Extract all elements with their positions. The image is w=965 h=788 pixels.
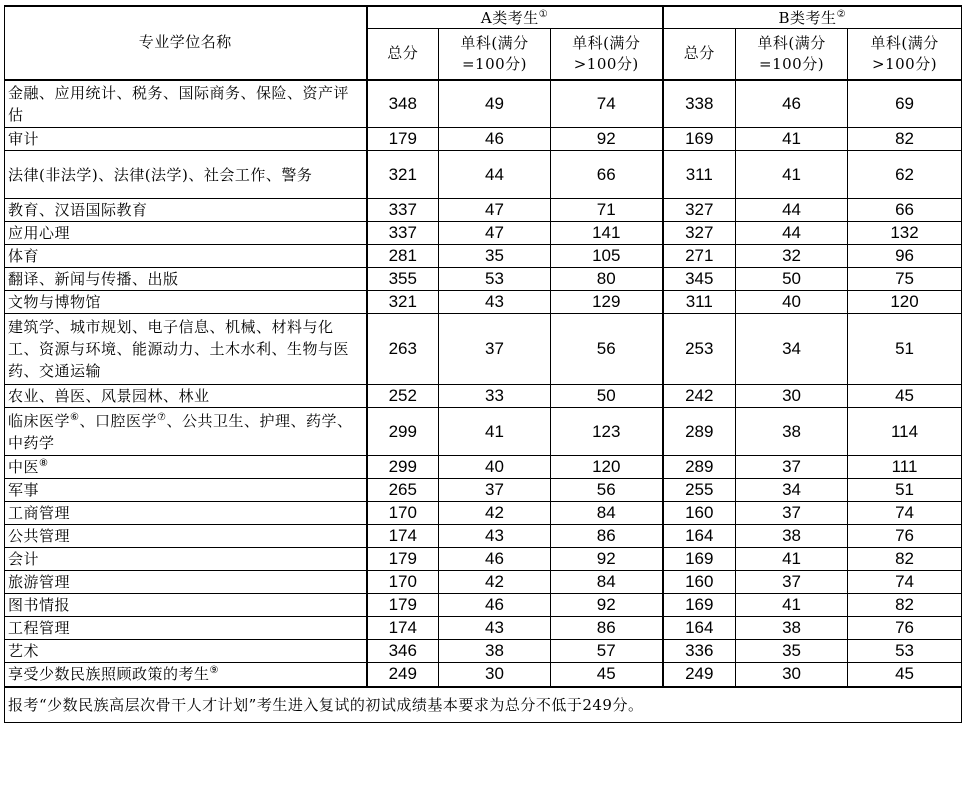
score-cell-a-single-over100: 105: [551, 245, 663, 268]
table-row: [5, 617, 962, 640]
score-cell-b-single100: 38: [736, 525, 848, 548]
degree-name-cell: [5, 385, 367, 408]
degree-name: 工程管理: [8, 619, 71, 637]
col-header-name-label: 专业学位名称: [138, 33, 232, 52]
degree-name: 享受少数民族照顾政策的考生⑨: [8, 665, 219, 684]
score-table-container: [4, 5, 961, 723]
score-cell-a-total: 179: [367, 594, 439, 617]
sub-header-label: 单科(满分: [757, 33, 826, 52]
score-cell-b-single-over100: 114: [848, 408, 962, 456]
sub-header-b-total: [663, 29, 736, 80]
score-cell-a-total: 174: [367, 525, 439, 548]
score-cell-a-single100: 46: [439, 594, 551, 617]
degree-name-cell: [5, 479, 367, 502]
degree-name: 审计: [8, 130, 40, 148]
score-cell-a-total: 170: [367, 571, 439, 594]
score-cell-a-total: 299: [367, 408, 439, 456]
sub-header-a-total: [367, 29, 439, 80]
score-cell-b-single-over100: 96: [848, 245, 962, 268]
score-cell-b-single100: 30: [736, 663, 848, 687]
table-row: [5, 245, 962, 268]
score-cell-b-total: 169: [663, 594, 736, 617]
table-row: [5, 80, 962, 128]
sub-header-b-single100: [736, 29, 848, 80]
score-cell-a-single-over100: 56: [551, 314, 663, 385]
degree-name-cell: [5, 663, 367, 687]
score-cell-a-total: 179: [367, 548, 439, 571]
score-cell-a-single-over100: 50: [551, 385, 663, 408]
degree-name-cell: [5, 571, 367, 594]
score-cell-b-single-over100: 45: [848, 385, 962, 408]
score-cell-b-single-over100: 82: [848, 128, 962, 151]
score-cell-a-total: 346: [367, 640, 439, 663]
degree-name: 金融、应用统计、税务、国际商务、保险、资产评估: [8, 83, 350, 124]
score-cell-a-total: 337: [367, 199, 439, 222]
score-cell-b-total: 160: [663, 571, 736, 594]
score-cell-b-total: 289: [663, 408, 736, 456]
degree-name-cell: [5, 594, 367, 617]
score-cell-b-single-over100: 75: [848, 268, 962, 291]
sub-header-label: 单科(满分: [572, 33, 641, 52]
degree-name-cell: [5, 151, 367, 199]
table-row: [5, 408, 962, 456]
score-cell-b-single100: 41: [736, 548, 848, 571]
degree-name: 工商管理: [8, 504, 71, 522]
table-row: [5, 548, 962, 571]
degree-name-cell: [5, 548, 367, 571]
score-cell-a-single-over100: 86: [551, 617, 663, 640]
score-cell-b-single100: 41: [736, 128, 848, 151]
table-row: [5, 640, 962, 663]
score-cell-a-single100: 44: [439, 151, 551, 199]
group-header-b: [663, 6, 962, 29]
degree-name-cell: [5, 268, 367, 291]
score-cell-b-single100: 44: [736, 222, 848, 245]
score-cell-a-total: 249: [367, 663, 439, 687]
score-cell-b-single-over100: 132: [848, 222, 962, 245]
score-cell-b-total: 169: [663, 548, 736, 571]
score-cell-b-single-over100: 74: [848, 502, 962, 525]
score-cell-a-single-over100: 92: [551, 128, 663, 151]
score-cell-a-single-over100: 92: [551, 548, 663, 571]
score-cell-b-total: 242: [663, 385, 736, 408]
score-cell-a-single100: 47: [439, 199, 551, 222]
score-cell-a-single100: 47: [439, 222, 551, 245]
score-cell-a-total: 299: [367, 456, 439, 479]
score-cell-a-single-over100: 71: [551, 199, 663, 222]
score-cell-b-single-over100: 51: [848, 314, 962, 385]
score-cell-a-single-over100: 120: [551, 456, 663, 479]
score-cell-b-single100: 30: [736, 385, 848, 408]
score-cell-a-single100: 37: [439, 479, 551, 502]
degree-name-cell: [5, 128, 367, 151]
score-cell-a-single100: 40: [439, 456, 551, 479]
degree-name: 文物与博物馆: [8, 293, 102, 311]
degree-name: 建筑学、城市规划、电子信息、机械、材料与化工、资源与环境、能源动力、土木水利、生物与医药、交通运输: [8, 318, 350, 380]
score-cell-b-single-over100: 45: [848, 663, 962, 687]
score-cell-b-single100: 41: [736, 594, 848, 617]
score-cell-b-total: 271: [663, 245, 736, 268]
table-row: [5, 663, 962, 687]
score-cell-b-single100: 35: [736, 640, 848, 663]
score-cell-a-single-over100: 66: [551, 151, 663, 199]
degree-name-cell: [5, 222, 367, 245]
group-b-footnote-mark: ②: [836, 9, 847, 20]
degree-name-cell: [5, 291, 367, 314]
score-cell-b-single100: 50: [736, 268, 848, 291]
header-group-row: [5, 6, 962, 29]
table-row: [5, 291, 962, 314]
score-cell-a-single100: 49: [439, 80, 551, 128]
sub-header-label: 单科(满分: [870, 33, 939, 52]
sub-header-label: 总分: [387, 44, 419, 63]
score-cell-a-single100: 41: [439, 408, 551, 456]
score-cell-b-single100: 37: [736, 571, 848, 594]
score-cell-b-single-over100: 74: [848, 571, 962, 594]
degree-name: 旅游管理: [8, 573, 71, 591]
score-cell-a-total: 265: [367, 479, 439, 502]
table-row: [5, 314, 962, 385]
table-row: [5, 456, 962, 479]
score-cell-b-total: 253: [663, 314, 736, 385]
score-cell-b-total: 327: [663, 222, 736, 245]
score-cell-a-single100: 33: [439, 385, 551, 408]
degree-name-cell: [5, 80, 367, 128]
score-cell-b-single100: 38: [736, 617, 848, 640]
sub-header-label: 总分: [683, 44, 715, 63]
score-cell-a-single100: 42: [439, 502, 551, 525]
degree-name: 体育: [8, 247, 40, 265]
score-cell-b-total: 160: [663, 502, 736, 525]
footnote-text: 报考“少数民族高层次骨干人才计划”考生进入复试的初试成绩基本要求为总分不低于249分。: [8, 696, 644, 714]
score-cell-a-total: 252: [367, 385, 439, 408]
score-cell-a-single-over100: 123: [551, 408, 663, 456]
score-cell-a-single-over100: 80: [551, 268, 663, 291]
degree-name: 应用心理: [8, 224, 71, 242]
table-row: [5, 385, 962, 408]
col-header-name: [5, 6, 367, 80]
score-cell-b-single-over100: 53: [848, 640, 962, 663]
score-cell-b-single-over100: 51: [848, 479, 962, 502]
score-cell-b-single-over100: 69: [848, 80, 962, 128]
score-cell-a-total: 321: [367, 151, 439, 199]
score-cell-b-total: 255: [663, 479, 736, 502]
sub-header-label: =100分): [461, 54, 528, 73]
table-row: [5, 199, 962, 222]
score-cell-b-single100: 32: [736, 245, 848, 268]
group-b-label: B类考生: [778, 9, 837, 27]
group-a-footnote-mark: ①: [538, 9, 549, 20]
score-cell-a-single-over100: 92: [551, 594, 663, 617]
table-row: [5, 502, 962, 525]
sub-header-a-single100: [439, 29, 551, 80]
score-cell-a-single100: 30: [439, 663, 551, 687]
score-cell-b-single100: 40: [736, 291, 848, 314]
score-cell-a-single100: 43: [439, 617, 551, 640]
degree-name: 农业、兽医、风景园林、林业: [8, 387, 210, 405]
score-cell-a-total: 321: [367, 291, 439, 314]
score-cell-b-single-over100: 66: [848, 199, 962, 222]
score-cell-a-single-over100: 45: [551, 663, 663, 687]
score-cell-b-total: 311: [663, 151, 736, 199]
sub-header-b-single-over100: [848, 29, 962, 80]
degree-name-cell: [5, 640, 367, 663]
degree-name: 中医⑧: [8, 458, 49, 476]
degree-name-cell: [5, 502, 367, 525]
score-cell-a-total: 348: [367, 80, 439, 128]
score-cell-a-total: 263: [367, 314, 439, 385]
score-cell-a-total: 281: [367, 245, 439, 268]
score-cell-b-total: 338: [663, 80, 736, 128]
score-table-body: [5, 80, 962, 687]
score-cell-b-total: 289: [663, 456, 736, 479]
degree-name: 教育、汉语国际教育: [8, 201, 148, 219]
score-cell-b-total: 249: [663, 663, 736, 687]
sub-header-label: =100分): [759, 54, 825, 73]
degree-name-cell: [5, 199, 367, 222]
degree-name: 临床医学⑥、口腔医学⑦、公共卫生、护理、药学、中药学: [8, 411, 353, 452]
table-row: [5, 222, 962, 245]
score-cell-b-total: 169: [663, 128, 736, 151]
score-cell-b-single100: 38: [736, 408, 848, 456]
score-cell-b-total: 336: [663, 640, 736, 663]
table-row: [5, 268, 962, 291]
score-cell-a-single100: 37: [439, 314, 551, 385]
score-cell-a-single-over100: 84: [551, 502, 663, 525]
degree-name: 军事: [8, 481, 40, 499]
score-cell-b-total: 345: [663, 268, 736, 291]
degree-name-cell: [5, 617, 367, 640]
table-row: [5, 128, 962, 151]
table-row: [5, 594, 962, 617]
score-cell-b-single-over100: 76: [848, 617, 962, 640]
score-cell-a-single100: 43: [439, 525, 551, 548]
score-cell-b-total: 164: [663, 617, 736, 640]
score-cell-b-single-over100: 82: [848, 594, 962, 617]
degree-name: 图书情报: [8, 596, 71, 614]
score-cell-a-single-over100: 141: [551, 222, 663, 245]
group-header-a: [367, 6, 663, 29]
score-cell-a-total: 337: [367, 222, 439, 245]
score-cell-a-single100: 35: [439, 245, 551, 268]
degree-name-cell: [5, 245, 367, 268]
degree-name-cell: [5, 525, 367, 548]
score-cell-b-single100: 41: [736, 151, 848, 199]
score-cell-b-total: 164: [663, 525, 736, 548]
score-cell-a-total: 174: [367, 617, 439, 640]
score-cell-a-single-over100: 84: [551, 571, 663, 594]
table-row: [5, 479, 962, 502]
score-cell-b-single-over100: 62: [848, 151, 962, 199]
score-cell-a-single-over100: 57: [551, 640, 663, 663]
score-cell-b-single-over100: 120: [848, 291, 962, 314]
sub-header-label: >100分): [872, 54, 938, 73]
score-cell-a-single100: 53: [439, 268, 551, 291]
score-cell-a-total: 170: [367, 502, 439, 525]
score-cell-a-single100: 43: [439, 291, 551, 314]
degree-name: 翻译、新闻与传播、出版: [8, 270, 179, 288]
score-cell-a-single100: 46: [439, 128, 551, 151]
score-cell-a-total: 355: [367, 268, 439, 291]
score-cell-b-single100: 37: [736, 456, 848, 479]
score-cell-b-single-over100: 76: [848, 525, 962, 548]
degree-name: 公共管理: [8, 527, 71, 545]
degree-name-cell: [5, 456, 367, 479]
sub-header-label: >100分): [573, 54, 639, 73]
degree-name-cell: [5, 408, 367, 456]
sub-header-a-single-over100: [551, 29, 663, 80]
score-cell-b-single100: 46: [736, 80, 848, 128]
score-cell-a-single-over100: 86: [551, 525, 663, 548]
footnote: [5, 687, 962, 723]
score-cell-b-total: 311: [663, 291, 736, 314]
score-cell-b-single100: 34: [736, 479, 848, 502]
score-table: [4, 5, 962, 723]
degree-name: 会计: [8, 550, 40, 568]
score-cell-a-single-over100: 74: [551, 80, 663, 128]
table-row: [5, 571, 962, 594]
score-cell-b-single-over100: 111: [848, 456, 962, 479]
score-cell-a-single100: 38: [439, 640, 551, 663]
table-row: [5, 151, 962, 199]
score-cell-b-total: 327: [663, 199, 736, 222]
degree-name: 法律(非法学)、法律(法学)、社会工作、警务: [8, 165, 313, 184]
score-cell-a-single-over100: 129: [551, 291, 663, 314]
degree-name: 艺术: [8, 642, 40, 660]
degree-name-cell: [5, 314, 367, 385]
score-cell-a-total: 179: [367, 128, 439, 151]
score-cell-b-single100: 37: [736, 502, 848, 525]
score-cell-a-single100: 46: [439, 548, 551, 571]
footnote-row: [5, 687, 962, 723]
score-cell-a-single-over100: 56: [551, 479, 663, 502]
score-cell-a-single100: 42: [439, 571, 551, 594]
score-cell-b-single100: 44: [736, 199, 848, 222]
score-cell-b-single100: 34: [736, 314, 848, 385]
table-row: [5, 525, 962, 548]
sub-header-label: 单科(满分: [460, 33, 529, 52]
score-cell-b-single-over100: 82: [848, 548, 962, 571]
group-a-label: A类考生: [480, 9, 539, 27]
